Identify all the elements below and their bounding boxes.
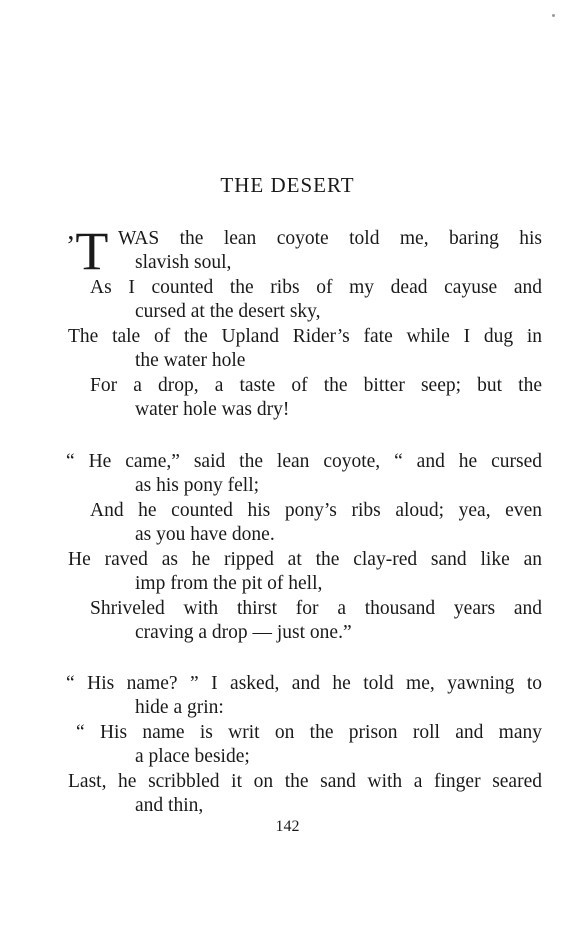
verse-line: Last, he scribbled it on the sand with a finger seared	[68, 771, 542, 792]
verse-line: water hole was dry!	[135, 399, 290, 420]
verse-line: as his pony fell;	[135, 475, 260, 496]
scan-mark	[552, 14, 555, 17]
verse-line: The tale of the Upland Rider’s fate while I dug in	[68, 326, 542, 347]
verse-line: WAS the lean coyote told me, baring his	[118, 228, 542, 249]
verse-line: as you have done.	[135, 524, 275, 545]
verse-line: hide a grin:	[135, 697, 224, 718]
poem-title: THE DESERT	[220, 173, 355, 197]
verse-line: “ His name? ” I asked, and he told me, yawning to	[66, 673, 542, 694]
verse-line: imp from the pit of hell,	[135, 573, 323, 594]
verse-line: As I counted the ribs of my dead cayuse and	[90, 277, 542, 298]
verse-line: slavish soul,	[135, 252, 232, 273]
drop-cap-letter: T	[75, 221, 109, 281]
verse-line: cursed at the desert sky,	[135, 301, 321, 322]
verse-line: and thin,	[135, 795, 204, 816]
verse-line: a place beside;	[135, 746, 250, 767]
page-number: 142	[275, 818, 300, 835]
drop-cap	[66, 221, 109, 281]
verse-line: the water hole	[135, 350, 246, 371]
verse-line: He raved as he ripped at the clay-red sand like an	[68, 549, 542, 570]
verse-line: Shriveled with thirst for a thousand years and	[90, 598, 542, 619]
verse-line: For a drop, a taste of the bitter seep; but the	[90, 375, 542, 396]
verse-line: “ His name is writ on the prison roll and many	[76, 722, 542, 743]
verse-line: “ He came,” said the lean coyote, “ and he cursed	[66, 451, 542, 472]
drop-cap-quote: ’	[66, 231, 76, 262]
verse-line: craving a drop — just one.”	[135, 622, 352, 643]
verse-line: And he counted his pony’s ribs aloud; yea, even	[90, 500, 542, 521]
